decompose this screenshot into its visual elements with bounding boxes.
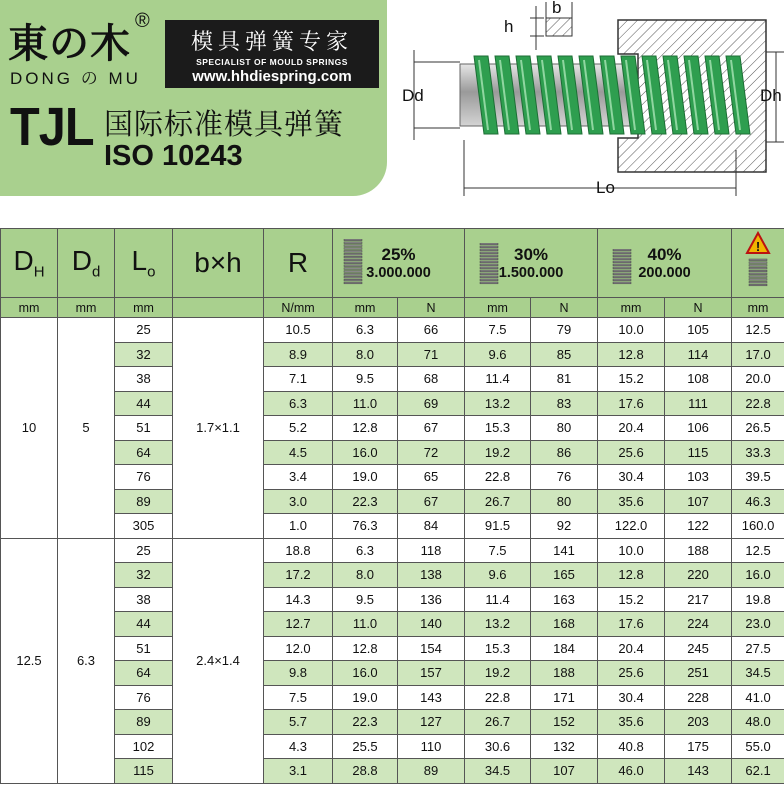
table-row: [1, 465, 784, 490]
inner-diameter-cell: 5: [58, 318, 115, 539]
load-40-n-cell: 143: [665, 759, 732, 784]
free-length-cell: 64: [115, 440, 173, 465]
load-40-n-cell: 245: [665, 636, 732, 661]
deflection-30-mm-cell: 34.5: [465, 759, 531, 784]
spring-coil-glyph: [344, 245, 362, 247]
free-length-cell: 305: [115, 514, 173, 539]
free-length-cell: 89: [115, 710, 173, 735]
spring-coil-glyph: [480, 282, 498, 284]
units-row: [1, 298, 784, 318]
header-wire-section: b×h: [173, 229, 264, 298]
max-deflection-cell: 27.5: [732, 636, 784, 661]
spring-coil-glyph: [613, 282, 631, 284]
outer-diameter-cell: 10: [1, 318, 58, 539]
load-25-n-cell: 84: [398, 514, 465, 539]
max-deflection-cell: 12.5: [732, 318, 784, 343]
spring-coil-glyph: [749, 264, 767, 266]
load-25-n-cell: 140: [398, 612, 465, 637]
free-length-cell: 51: [115, 416, 173, 441]
spring-coil-glyph: [480, 246, 498, 248]
table-row: [1, 685, 784, 710]
max-deflection-cell: 46.3: [732, 489, 784, 514]
free-length-cell: 25: [115, 538, 173, 563]
free-length-cell: 44: [115, 612, 173, 637]
inner-diameter-cell: 6.3: [58, 538, 115, 783]
spring-rate-cell: 3.1: [264, 759, 333, 784]
table-row: [1, 587, 784, 612]
spring-coil-glyph: [749, 278, 767, 280]
deflection-30-mm-cell: 15.3: [465, 636, 531, 661]
load-30-n-cell: 165: [531, 563, 598, 588]
free-length-cell: 115: [115, 759, 173, 784]
max-deflection-cell: 17.0: [732, 342, 784, 367]
spring-coil-glyph: [344, 279, 362, 281]
deflection-25-mm-cell: 19.0: [333, 465, 398, 490]
spring-rate-cell: 10.5: [264, 318, 333, 343]
spring-rate-cell: 9.8: [264, 661, 333, 686]
load-40-n-cell: 188: [665, 538, 732, 563]
table-row: [1, 342, 784, 367]
load-25-n-cell: 143: [398, 685, 465, 710]
deflection-30-mm-cell: 30.6: [465, 734, 531, 759]
deflection-40-mm-cell: 12.8: [598, 563, 665, 588]
unit-cell: N: [531, 298, 598, 318]
spring-coil-glyph: [480, 252, 498, 254]
load-30-n-cell: 85: [531, 342, 598, 367]
load-30-n-cell: 76: [531, 465, 598, 490]
spring-coil-glyph: [344, 256, 362, 258]
wire-section-cell: 1.7×1.1: [173, 318, 264, 539]
spring-coil-glyph: [344, 282, 362, 284]
spring-coil-glyph: [344, 253, 362, 255]
wire-section-cell: 2.4×1.4: [173, 538, 264, 783]
max-deflection-cell: 23.0: [732, 612, 784, 637]
spring-coil-glyph: [344, 251, 362, 253]
load-25-n-cell: 67: [398, 489, 465, 514]
load-30-n-cell: 163: [531, 587, 598, 612]
free-length-cell: 76: [115, 685, 173, 710]
table-row: [1, 391, 784, 416]
spring-coil-glyph: [480, 270, 498, 272]
spring-coil-glyph: [344, 262, 362, 264]
unit-cell: mm: [333, 298, 398, 318]
table-row: [1, 367, 784, 392]
unit-cell: mm: [465, 298, 531, 318]
hole-diameter-label: Dh: [760, 86, 782, 105]
load-40-n-cell: 115: [665, 440, 732, 465]
load-25-n-cell: 72: [398, 440, 465, 465]
load-30-n-cell: 107: [531, 759, 598, 784]
free-length-cell: 89: [115, 489, 173, 514]
deflection-40-mm-cell: 10.0: [598, 318, 665, 343]
deflection-40-mm-cell: 15.2: [598, 367, 665, 392]
spring-coil-glyph: [480, 249, 498, 251]
spring-rate-cell: 17.2: [264, 563, 333, 588]
deflection-25-mm-cell: 76.3: [333, 514, 398, 539]
standard-title-chinese: 国际标准模具弹簧: [104, 107, 345, 141]
company-logo-pinyin: DONG の MU: [10, 69, 141, 88]
iso-standard: ISO 10243: [104, 140, 243, 172]
load-30-n-cell: 152: [531, 710, 598, 735]
spring-coil-glyph: [613, 258, 631, 260]
deflection-40-mm-cell: 46.0: [598, 759, 665, 784]
max-deflection-cell: 33.3: [732, 440, 784, 465]
deflection-30-mm-cell: 13.2: [465, 612, 531, 637]
load-30-n-cell: 80: [531, 416, 598, 441]
free-length-cell: 38: [115, 367, 173, 392]
spring-rate-cell: 4.3: [264, 734, 333, 759]
load-25-n-cell: 127: [398, 710, 465, 735]
deflection-30-mm-cell: 26.7: [465, 489, 531, 514]
unit-cell: N/mm: [264, 298, 333, 318]
table-row: [1, 514, 784, 539]
spring-coil-glyph: [344, 259, 362, 261]
deflection-30-mm-cell: 91.5: [465, 514, 531, 539]
load-25-n-cell: 138: [398, 563, 465, 588]
load-25-n-cell: 136: [398, 587, 465, 612]
load-30-n-cell: 184: [531, 636, 598, 661]
deflection-30-mm-cell: 11.4: [465, 587, 531, 612]
header-max-deflection: [732, 229, 784, 298]
spring-coil-glyph: [749, 270, 767, 272]
spring-rate-cell: 5.7: [264, 710, 333, 735]
deflection-30-mm-cell: 22.8: [465, 465, 531, 490]
unit-cell: N: [398, 298, 465, 318]
load-25-n-cell: 154: [398, 636, 465, 661]
deflection-30-mm-cell: 13.2: [465, 391, 531, 416]
header-deflection-30: 30% 1.500.000: [465, 229, 598, 298]
deflection-30-mm-cell: 19.2: [465, 440, 531, 465]
deflection-25-mm-cell: 6.3: [333, 538, 398, 563]
table-row: [1, 636, 784, 661]
deflection-40-mm-cell: 15.2: [598, 587, 665, 612]
spring-coil-glyph: [344, 242, 362, 244]
load-40-n-cell: 228: [665, 685, 732, 710]
max-deflection-cell: 19.8: [732, 587, 784, 612]
spring-coil-glyph: [613, 252, 631, 254]
deflection-25-mm-cell: 6.3: [333, 318, 398, 343]
spring-rate-cell: 3.0: [264, 489, 333, 514]
wire-height-label: h: [504, 17, 514, 36]
spring-rate-cell: 6.3: [264, 391, 333, 416]
spring-coil-glyph: [480, 267, 498, 269]
free-length-cell: 44: [115, 391, 173, 416]
table-row: [1, 538, 784, 563]
max-deflection-cell: 62.1: [732, 759, 784, 784]
load-25-n-cell: 71: [398, 342, 465, 367]
max-deflection-cell: 22.8: [732, 391, 784, 416]
table-row: [1, 416, 784, 441]
load-25-n-cell: 89: [398, 759, 465, 784]
spring-rate-cell: 8.9: [264, 342, 333, 367]
spring-coil-glyph: [749, 284, 767, 286]
load-25-n-cell: 65: [398, 465, 465, 490]
load-25-n-cell: 67: [398, 416, 465, 441]
spring-coil-glyph: [480, 255, 498, 257]
warning-triangle-icon: [745, 231, 771, 289]
deflection-25-mm-cell: 11.0: [333, 612, 398, 637]
load-40-n-cell: 251: [665, 661, 732, 686]
spring-coil-glyph: [480, 264, 498, 266]
free-length-cell: 51: [115, 636, 173, 661]
spring-spec-table: [0, 228, 784, 784]
deflection-25-mm-cell: 12.8: [333, 636, 398, 661]
max-deflection-cell: 20.0: [732, 367, 784, 392]
load-25-n-cell: 66: [398, 318, 465, 343]
max-deflection-cell: 12.5: [732, 538, 784, 563]
load-30-n-cell: 81: [531, 367, 598, 392]
deflection-25-mm-cell: 9.5: [333, 367, 398, 392]
unit-cell: [173, 298, 264, 318]
spring-coil-glyph: [613, 249, 631, 251]
max-deflection-cell: 39.5: [732, 465, 784, 490]
deflection-40-mm-cell: 17.6: [598, 612, 665, 637]
rod-diameter-label: Dd: [402, 86, 424, 105]
header-outer-diameter: $D_H$: [1, 229, 58, 298]
table-row: [1, 563, 784, 588]
compressed-spring-icon: [343, 239, 363, 287]
load-25-n-cell: 118: [398, 538, 465, 563]
header-inner-diameter: $D_d$: [58, 229, 115, 298]
spring-rate-cell: 3.4: [264, 465, 333, 490]
load-40-n-cell: 224: [665, 612, 732, 637]
deflection-40-mm-cell: 122.0: [598, 514, 665, 539]
spring-coil-glyph: [613, 276, 631, 278]
wire-width-label: b: [552, 0, 562, 17]
deflection-30-mm-cell: 9.6: [465, 342, 531, 367]
deflection-25-mm-cell: 22.3: [333, 710, 398, 735]
table-row: [1, 734, 784, 759]
slogan-english: SPECIALIST OF MOULD SPRINGS: [196, 57, 348, 67]
spring-coil-glyph: [344, 248, 362, 250]
table-row: [1, 661, 784, 686]
load-30-n-cell: 171: [531, 685, 598, 710]
spring-coil-glyph: [344, 271, 362, 273]
free-length-cell: 76: [115, 465, 173, 490]
deflection-25-mm-cell: 12.8: [333, 416, 398, 441]
unit-cell: mm: [1, 298, 58, 318]
load-40-n-cell: 111: [665, 391, 732, 416]
spring-coil-glyph: [480, 273, 498, 275]
load-40-n-cell: 103: [665, 465, 732, 490]
header-free-length: $L_o$: [115, 229, 173, 298]
deflection-25-mm-cell: 11.0: [333, 391, 398, 416]
spring-coil-glyph: [480, 261, 498, 263]
spring-rate-cell: 5.2: [264, 416, 333, 441]
header-deflection-40: 40% 200.000: [598, 229, 732, 298]
spring-coil-glyph: [480, 258, 498, 260]
max-deflection-cell: 34.5: [732, 661, 784, 686]
spring-coil-glyph: [749, 273, 767, 275]
table-row: [1, 489, 784, 514]
spring-coil-glyph: [344, 268, 362, 270]
website-url: www.hhdiespring.com: [192, 68, 352, 85]
table-row: [1, 440, 784, 465]
table-row: [1, 759, 784, 784]
deflection-30-mm-cell: 26.7: [465, 710, 531, 735]
spring-coil-glyph: [613, 255, 631, 257]
slogan-box: [165, 20, 379, 88]
wire-section: [546, 18, 572, 36]
spring-rate-cell: 1.0: [264, 514, 333, 539]
spring-coil-glyph: [344, 239, 362, 241]
spring-coil-glyph: [749, 261, 767, 263]
deflection-30-mm-cell: 9.6: [465, 563, 531, 588]
spring-drawing: [400, 0, 784, 210]
deflection-40-mm-cell: 30.4: [598, 465, 665, 490]
load-25-n-cell: 110: [398, 734, 465, 759]
deflection-25-mm-cell: 16.0: [333, 440, 398, 465]
load-25-n-cell: 69: [398, 391, 465, 416]
load-40-n-cell: 122: [665, 514, 732, 539]
deflection-40-mm-cell: 10.0: [598, 538, 665, 563]
deflection-30-mm-cell: 7.5: [465, 318, 531, 343]
series-title: TJL: [10, 97, 94, 157]
load-30-n-cell: 80: [531, 489, 598, 514]
load-40-n-cell: 175: [665, 734, 732, 759]
spring-coil-glyph: [613, 270, 631, 272]
deflection-25-mm-cell: 22.3: [333, 489, 398, 514]
spring-rate-cell: 7.1: [264, 367, 333, 392]
spring-coil-glyph: [749, 275, 767, 277]
spring-coil-glyph: [613, 273, 631, 275]
unit-cell: mm: [58, 298, 115, 318]
deflection-30-mm-cell: 7.5: [465, 538, 531, 563]
deflection-30-mm-cell: 19.2: [465, 661, 531, 686]
deflection-40-mm-cell: 25.6: [598, 661, 665, 686]
header-spring-rate: R: [264, 229, 333, 298]
deflection-25-mm-cell: 8.0: [333, 342, 398, 367]
load-30-n-cell: 79: [531, 318, 598, 343]
spring-coil-glyph: [613, 264, 631, 266]
spring-rate-cell: 18.8: [264, 538, 333, 563]
brand-panel: [0, 0, 387, 196]
unit-cell: mm: [598, 298, 665, 318]
load-40-n-cell: 114: [665, 342, 732, 367]
svg-text:!: !: [755, 238, 761, 254]
deflection-40-mm-cell: 35.6: [598, 710, 665, 735]
deflection-25-mm-cell: 25.5: [333, 734, 398, 759]
free-length-cell: 102: [115, 734, 173, 759]
spring-coil-glyph: [613, 279, 631, 281]
max-deflection-cell: 26.5: [732, 416, 784, 441]
deflection-25-mm-cell: 9.5: [333, 587, 398, 612]
table-row: [1, 612, 784, 637]
spring-rate-cell: 4.5: [264, 440, 333, 465]
load-40-n-cell: 203: [665, 710, 732, 735]
load-25-n-cell: 68: [398, 367, 465, 392]
compressed-spring-icon: [612, 249, 632, 287]
spring-coil-glyph: [749, 267, 767, 269]
spring-coil-glyph: [613, 261, 631, 263]
load-30-n-cell: 188: [531, 661, 598, 686]
max-deflection-cell: 41.0: [732, 685, 784, 710]
load-40-n-cell: 106: [665, 416, 732, 441]
deflection-30-mm-cell: 15.3: [465, 416, 531, 441]
deflection-25-mm-cell: 16.0: [333, 661, 398, 686]
table-row: [1, 318, 784, 343]
load-40-n-cell: 220: [665, 563, 732, 588]
slogan-chinese: 模具弹簧专家: [190, 30, 353, 55]
max-deflection-cell: 48.0: [732, 710, 784, 735]
free-length-cell: 32: [115, 342, 173, 367]
load-25-n-cell: 157: [398, 661, 465, 686]
max-deflection-cell: 160.0: [732, 514, 784, 539]
spring-rate-cell: 7.5: [264, 685, 333, 710]
spring-rate-cell: 12.7: [264, 612, 333, 637]
spring-coil-glyph: [480, 279, 498, 281]
spring-rate-cell: 14.3: [264, 587, 333, 612]
deflection-25-mm-cell: 28.8: [333, 759, 398, 784]
load-30-n-cell: 83: [531, 391, 598, 416]
spring-diagram: [400, 0, 784, 210]
max-deflection-cell: 55.0: [732, 734, 784, 759]
table-header-row: [1, 229, 784, 298]
spring-rate-cell: 12.0: [264, 636, 333, 661]
free-length-cell: 32: [115, 563, 173, 588]
deflection-25-mm-cell: 8.0: [333, 563, 398, 588]
spring-coil-glyph: [613, 267, 631, 269]
load-30-n-cell: 168: [531, 612, 598, 637]
load-40-n-cell: 107: [665, 489, 732, 514]
spring-coil-glyph: [749, 281, 767, 283]
load-30-n-cell: 86: [531, 440, 598, 465]
deflection-40-mm-cell: 35.6: [598, 489, 665, 514]
free-length-cell: 38: [115, 587, 173, 612]
deflection-40-mm-cell: 17.6: [598, 391, 665, 416]
deflection-25-mm-cell: 19.0: [333, 685, 398, 710]
compressed-spring-icon: [479, 243, 499, 287]
unit-cell: N: [665, 298, 732, 318]
spring-coil-glyph: [480, 243, 498, 245]
unit-cell: mm: [115, 298, 173, 318]
load-40-n-cell: 105: [665, 318, 732, 343]
deflection-40-mm-cell: 20.4: [598, 636, 665, 661]
free-length-label: Lo: [596, 178, 615, 197]
deflection-40-mm-cell: 40.8: [598, 734, 665, 759]
load-40-n-cell: 217: [665, 587, 732, 612]
deflection-30-mm-cell: 22.8: [465, 685, 531, 710]
load-30-n-cell: 141: [531, 538, 598, 563]
load-30-n-cell: 92: [531, 514, 598, 539]
header-deflection-25: 25% 3.000.000: [333, 229, 465, 298]
spring-coil-glyph: [344, 265, 362, 267]
spring-coil-glyph: [480, 276, 498, 278]
free-length-cell: 25: [115, 318, 173, 343]
deflection-40-mm-cell: 12.8: [598, 342, 665, 367]
spring-coil-glyph: [749, 259, 767, 261]
deflection-30-mm-cell: 11.4: [465, 367, 531, 392]
deflection-40-mm-cell: 25.6: [598, 440, 665, 465]
free-length-cell: 64: [115, 661, 173, 686]
load-30-n-cell: 132: [531, 734, 598, 759]
outer-diameter-cell: 12.5: [1, 538, 58, 783]
company-logo-chinese: 東の木: [8, 20, 131, 67]
spring-coil-glyph: [344, 276, 362, 278]
registered-mark: ®: [135, 10, 150, 32]
max-deflection-cell: 16.0: [732, 563, 784, 588]
load-40-n-cell: 108: [665, 367, 732, 392]
spring-coil-glyph: [344, 274, 362, 276]
deflection-40-mm-cell: 30.4: [598, 685, 665, 710]
table-row: [1, 710, 784, 735]
unit-cell: mm: [732, 298, 784, 318]
deflection-40-mm-cell: 20.4: [598, 416, 665, 441]
